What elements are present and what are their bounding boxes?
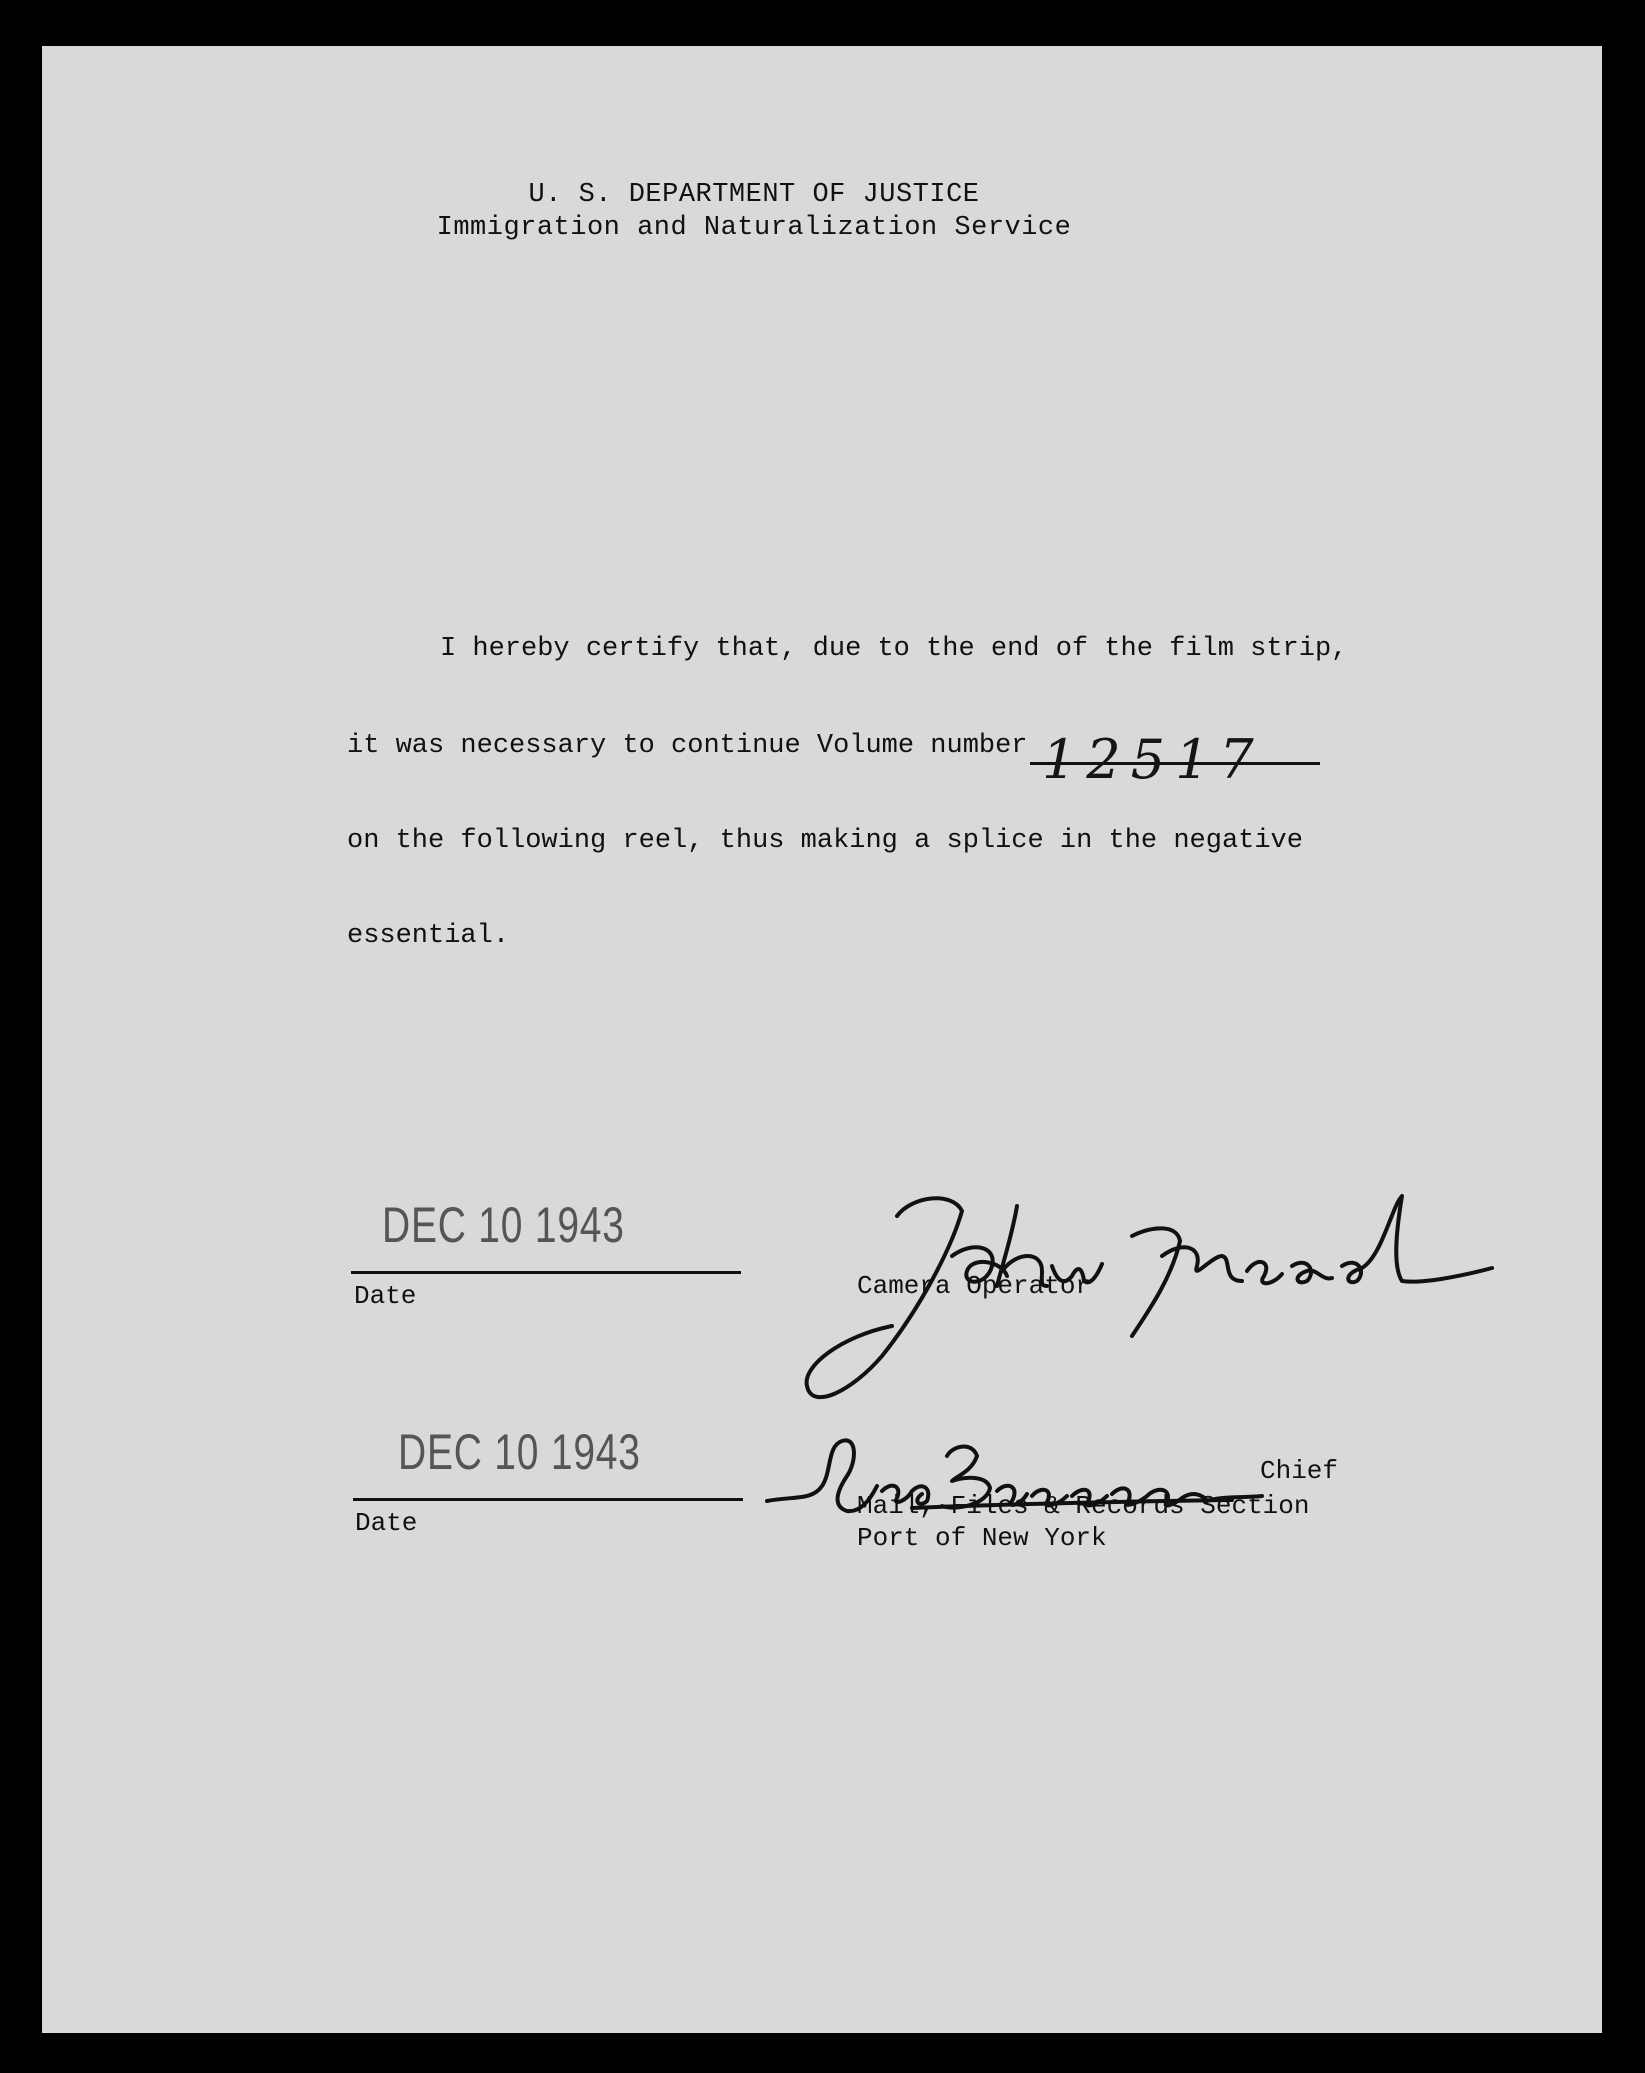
volume-number-handwritten: 12517 — [1042, 728, 1264, 791]
date-stamp-chief: DEC 10 1943 — [398, 1424, 641, 1480]
date-line-chief — [353, 1498, 743, 1501]
department-heading: U. S. DEPARTMENT OF JUSTICE — [528, 180, 980, 210]
camera-operator-signature — [802, 1186, 1502, 1416]
certification-line-2: it was necessary to continue Volume number — [347, 731, 1028, 761]
certification-line-1: I hereby certify that, due to the end of the film strip, — [440, 634, 1348, 664]
chief-location: Port of New York — [857, 1523, 1107, 1553]
camera-operator-title: Camera Operator — [857, 1271, 1092, 1301]
date-label-camera: Date — [354, 1281, 417, 1311]
date-label-chief: Date — [355, 1508, 418, 1538]
document-page — [42, 46, 1602, 2033]
chief-title: Chief — [1260, 1456, 1339, 1486]
date-stamp-camera: DEC 10 1943 — [382, 1197, 625, 1253]
certification-line-3: on the following reel, thus making a splice in the negative — [347, 826, 1303, 856]
chief-section: Mail, Files & Records Section — [857, 1491, 1310, 1521]
date-line-camera — [351, 1271, 741, 1274]
service-heading: Immigration and Naturalization Service — [436, 213, 1072, 243]
certification-line-4: essential. — [347, 921, 510, 951]
